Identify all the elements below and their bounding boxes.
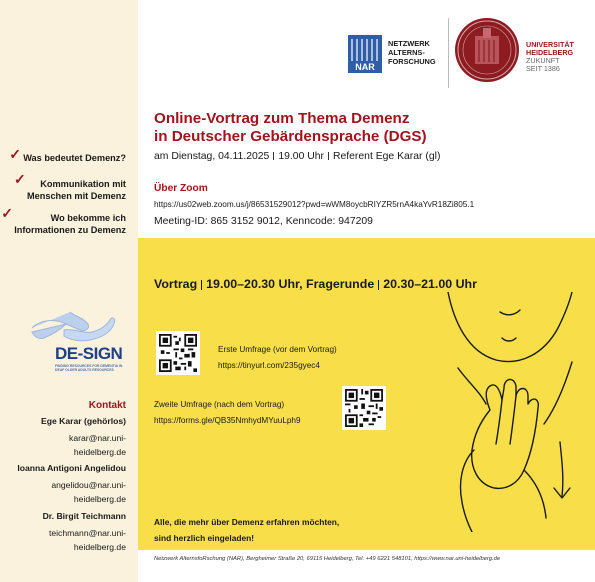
topic-item: ✓ Was bedeutet Demenz? (9, 146, 126, 163)
nar-logo (348, 35, 382, 73)
separator (378, 280, 379, 290)
university-wordmark: UNIVERSITÄT HEIDELBERG ZUKUNFT SEIT 1386 (526, 40, 574, 73)
contact-name: Ioanna Antigoni Angelidou (17, 463, 126, 473)
survey-second (154, 397, 301, 429)
survey-first-label: Erste Umfrage (vor dem Vortrag) (218, 345, 337, 354)
qr-code-icon (159, 334, 197, 372)
logo-divider (448, 18, 449, 88)
zoom-link[interactable]: https://us02web.zoom.us/j/86531529012?pwd=wWM8oycbRIYZR5rnA4kaYvR18Zi805.1 (154, 200, 475, 209)
de-sign-title: DE-SIGN (55, 344, 123, 363)
separator (273, 152, 274, 160)
page-title: Online-Vortrag zum Thema Demenz in Deutscher Gebärdensprache (DGS) (154, 110, 427, 145)
university-seal-icon (455, 18, 519, 82)
schedule-line: Vortrag 19.00–20.30 Uhr, Fragerunde 20.30–21.00 Uhr (154, 277, 477, 291)
event-date: am Dienstag, 04.11.2025 (154, 151, 270, 162)
contact-name: Dr. Birgit Teichmann (42, 511, 126, 521)
zoom-heading: Über Zoom (154, 183, 208, 194)
qr-code-second-survey[interactable] (342, 386, 386, 430)
event-speaker: Referent Ege Karar (gl) (332, 151, 441, 162)
contact-email-domain[interactable]: heidelberg.de (73, 542, 126, 552)
survey-first-link[interactable]: https://tinyurl.com/235gyec4 (218, 361, 320, 370)
footer-address: Netzwerk AlternsfoRschung (NAR), Bergheimer Straße 20, 69115 Heidelberg, Tel. +49 6221 548101, https://www.nar.uni-heidelberg.de (154, 556, 501, 562)
sign-language-hands-drawing-icon (440, 292, 590, 532)
qr-code-icon (345, 389, 383, 427)
separator (201, 280, 202, 290)
checkmark-icon: ✓ (9, 146, 21, 162)
de-sign-subtitle: FINDING RESOURCES FOR DEMENTIA IN DEAF OLDER ADULTS RESOURCES (55, 364, 123, 373)
survey-first (218, 342, 337, 374)
contact-email[interactable]: angelidou@nar.uni- (51, 480, 126, 490)
closing-message: Alle, die mehr über Demenz erfahren möchten, sind herzlich eingeladen! (154, 517, 340, 543)
contact-heading: Kontakt (88, 400, 126, 411)
nar-building-icon (348, 35, 382, 73)
zoom-meeting-id: Meeting-ID: 865 3152 9012, Kenncode: 947209 (154, 216, 373, 227)
checkmark-icon: ✓ (1, 205, 13, 221)
contact-name: Ege Karar (gehörlos) (40, 416, 126, 426)
nar-wordmark: NETZWERK ALTERNS- FORSCHUNG (388, 39, 436, 66)
contact-email[interactable]: teichmann@nar.uni- (48, 528, 126, 538)
topic-item: ✓ Kommunikation mit Menschen mit Demenz (13, 171, 126, 201)
nar-mark: NAR (355, 62, 375, 72)
contact-email-domain[interactable]: heidelberg.de (73, 494, 126, 504)
sidebar (0, 0, 138, 582)
separator (328, 152, 329, 160)
contact-email[interactable]: karar@nar.uni- (69, 433, 126, 443)
event-time: 19.00 Uhr (278, 151, 324, 162)
topic-item: ✓ Wo bekomme ich Informationen zu Demenz (1, 205, 126, 235)
survey-second-link[interactable]: https://forms.gle/QB35NmhydMYuuLph9 (154, 416, 301, 425)
checkmark-icon: ✓ (13, 171, 26, 187)
qr-code-first-survey[interactable] (156, 331, 200, 375)
survey-second-label: Zweite Umfrage (nach dem Vortrag) (154, 400, 285, 409)
event-details (154, 151, 440, 162)
contact-email-domain[interactable]: heidelberg.de (73, 447, 126, 457)
